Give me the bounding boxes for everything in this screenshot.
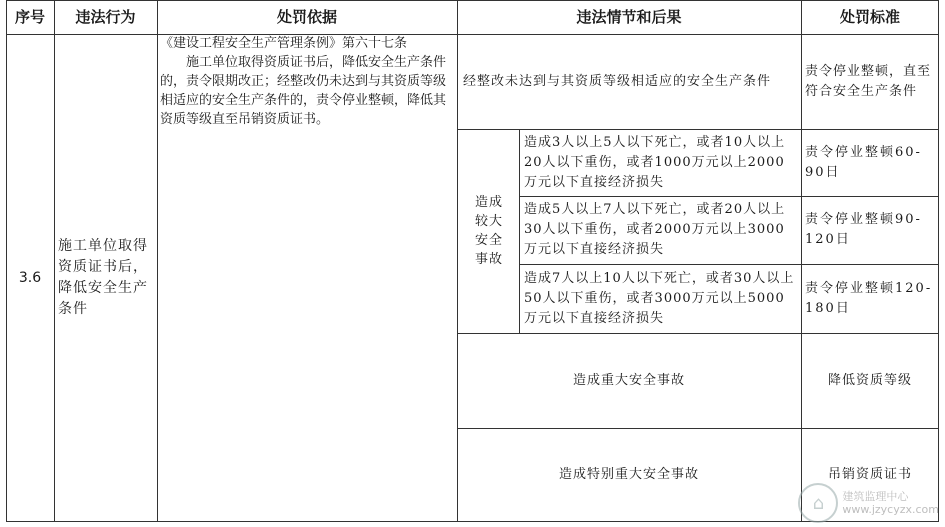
header-standard: 处罚标准 [839,8,900,26]
standard-serious-accident: 降低资质等级 [827,372,912,388]
circumstance-serious-accident: 造成重大安全事故 [572,372,685,388]
circumstance-tier-2: 造成5人以上7人以下死亡，或者20人以上30人以下重伤，或者2000万元以上3000万元以下直接经济损失 [524,202,786,257]
circumstance-tier-1: 造成3人以上5人以下死亡，或者10人以上20人以下重伤，或者1000万元以上2000万元以下直接经济损失 [524,134,786,190]
header-no: 序号 [14,8,45,26]
header-basis: 处罚依据 [276,8,337,26]
violation-behavior: 施工单位取得资质证书后，降低安全生产条件 [58,237,148,317]
standard-tier-1: 责令停业整顿60-90日 [805,144,922,180]
header-circumstance: 违法情节和后果 [576,8,682,26]
standard-especially-serious-accident: 吊销资质证书 [827,466,912,482]
circumstance-especially-serious-accident: 造成特别重大安全事故 [558,466,699,482]
watermark-name: 建筑监理中心 [842,490,909,503]
standard-tier-2: 责令停业整顿90-120日 [805,212,922,247]
penalty-basis [160,34,452,521]
watermark [798,483,939,523]
basis-body: 施工单位取得资质证书后，降低安全生产条件的，责令限期改正；经整改仍未达到与其资质等级相适应的安全生产条件的，责令停业整顿，降低其资质等级直至吊销资质证书。 [160,55,447,127]
basis-title: 《建设工程安全生产管理条例》第六十七条 [160,36,408,51]
building-logo-icon: ⌂ [798,483,838,523]
row-number: 3.6 [18,269,42,286]
watermark-url: www.jzycyzx.com [842,503,939,516]
header-behavior: 违法行为 [75,8,136,26]
standard-tier-3: 责令停业整顿120-180日 [805,280,933,316]
circumstance-tier-3: 造成7人以上10人以下死亡，或者30人以上50人以下重伤，或者3000万元以上5000万元以下直接经济损失 [524,270,795,326]
group-major-accident: 造成较大安全事故 [474,195,503,267]
circumstance-rectify-failed: 经整改未达到与其资质等级相适应的安全生产条件 [463,73,772,89]
standard-rectify-failed: 责令停业整顿，直至符合安全生产条件 [805,63,932,99]
penalty-table [6,0,939,527]
